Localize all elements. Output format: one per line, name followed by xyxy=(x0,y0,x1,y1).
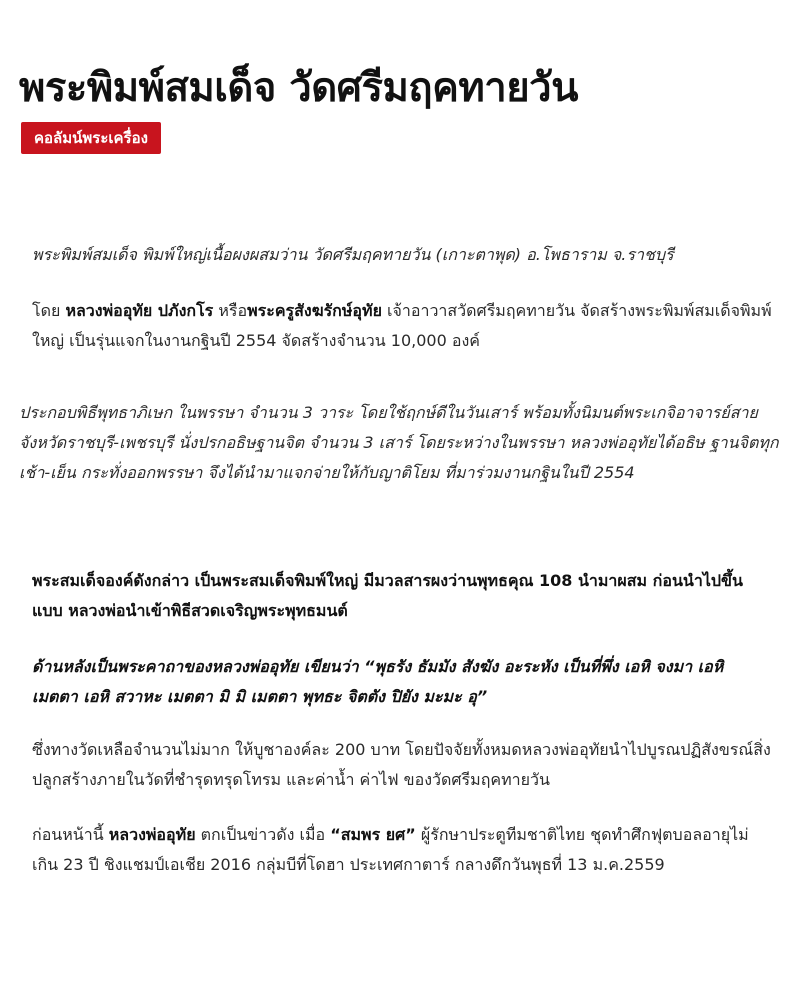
paragraph-news xyxy=(32,820,772,880)
p7-mid: ตกเป็นข่าวดัง เมื่อ xyxy=(195,825,331,844)
p2-rest: เจ้าอาวาสวัดศรีมฤคทายวัน จัดสร้างพระพิมพ์สมเด็จพิมพ์ใหญ่ เป็นรุ่นแจกในงานกฐินปี 2554 จัดสร้างจำนวน 10,000 องค์ xyxy=(32,301,772,350)
paragraph-ceremony: ประกอบพิธีพุทธาภิเษก ในพรรษา จำนวน 3 วาระ โดยใช้ฤกษ์ดีในวันเสาร์ พร้อมทั้งนิมนต์พระเกจิอาจารย์สายจังหวัดราชบุรี-เพชรบุรี นั่งปรกอธิษฐานจิต จำนวน 3 เสาร์ โดยระหว่างในพรรษา หลวงพ่ออุทัยได้อธิษ ฐานจิตทุกเช้า-เย็น กระทั่งออกพรรษา จึงได้นำมาแจกจ่ายให้กับญาติโยม ที่มาร่วมงานกฐินในปี 2554 xyxy=(19,403,779,482)
category-badge[interactable]: คอลัมน์พระเครื่อง xyxy=(21,122,161,154)
monk-name: หลวงพ่ออุทัย ปภังกโร xyxy=(65,301,214,320)
monk-title: พระครูสังฆรักษ์อุทัย xyxy=(247,301,382,320)
paragraph-inscription: ด้านหลังเป็นพระคาถาของหลวงพ่ออุทัย เขียนว่า “พุธรัง ธัมมัง สังฆัง อะระหัง เป็นที่พึ่ง เอหิ จงมา เอหิ เมตตา เอหิ สวาหะ เมตตา มิ มิ เมตตา พุทธะ จิตตัง ปิยัง มะมะ อุ” xyxy=(32,657,724,706)
p7-prefix: ก่อนหน้านี้ xyxy=(32,825,109,844)
paragraph-ingredients: พระสมเด็จองค์ดังกล่าว เป็นพระสมเด็จพิมพ์ใหญ่ มีมวลสารผงว่านพุทธคุณ 108 นำมาผสม ก่อนนำไปขึ้นแบบ หลวงพ่อนำเข้าพิธีสวดเจริญพระพุทธมนต์ xyxy=(32,571,743,620)
goalkeeper-name: “สมพร ยศ” xyxy=(330,825,416,844)
article-title: พระพิมพ์สมเด็จ วัดศรีมฤคทายวัน xyxy=(19,65,578,111)
paragraph-offering: ซึ่งทางวัดเหลือจำนวนไม่มาก ให้บูชาองค์ละ 200 บาท โดยปัจจัยทั้งหมดหลวงพ่ออุทัยนำไปบูรณปฏิสังขรณ์สิ่งปลูกสร้างภายในวัดที่ชำรุดทรุดโทรม และค่าน้ำ ค่าไฟ ของวัดศรีมฤคทายวัน xyxy=(32,740,771,789)
monk-name-news: หลวงพ่ออุทัย xyxy=(108,825,196,844)
p7-rest: ผู้รักษาประตูทีมชาติไทย ชุดทำศึกฟุตบอลอายุไม่เกิน 23 ปี ชิงแชมป์เอเชีย 2016 กลุ่มบีที่โดฮา ประเทศกาตาร์ กลางดึกวันพุธที่ 13 ม.ค.2559 xyxy=(32,825,749,874)
paragraph-intro: พระพิมพ์สมเด็จ พิมพ์ใหญ่เนื้อผงผสมว่าน วัดศรีมฤคทายวัน (เกาะตาพุด) อ.โพธาราม จ.ราชบุรี xyxy=(32,245,674,264)
p2-mid: หรือ xyxy=(213,301,248,320)
p2-prefix: โดย xyxy=(32,301,66,320)
paragraph-creator xyxy=(32,296,772,356)
